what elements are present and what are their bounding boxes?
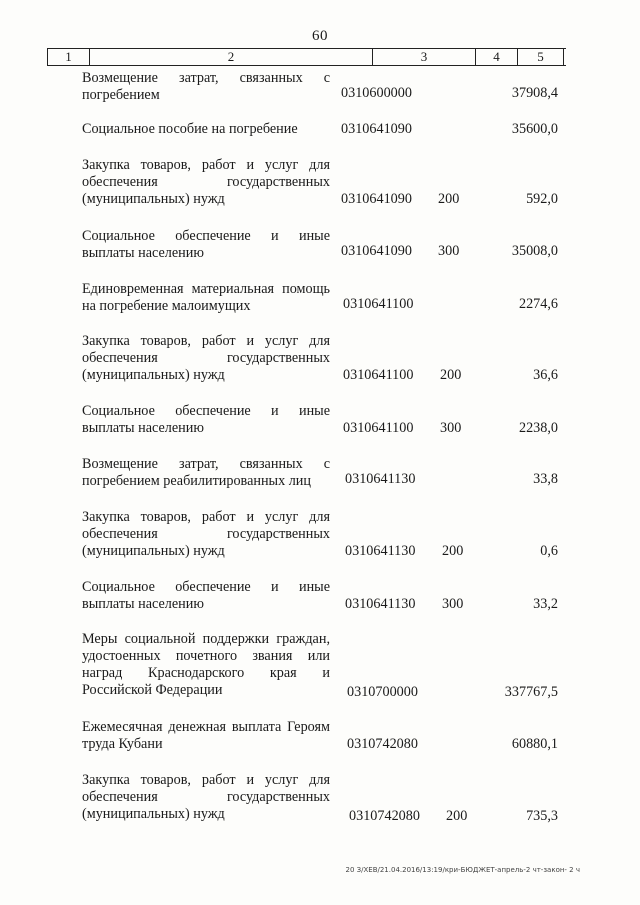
row-name: Социальное пособие на погребение bbox=[82, 121, 298, 137]
row-vr: 200 bbox=[440, 367, 462, 383]
row-code: 0310641090 bbox=[341, 191, 412, 207]
row-code: 0310641130 bbox=[345, 596, 416, 612]
row-code: 0310641130 bbox=[345, 543, 416, 559]
column-header-5: 5 bbox=[518, 49, 564, 65]
footer-note: 20 З/ХЕВ/21.04.2016/13:19/кри-БЮДЖЕТ-апрель-2 чт-закон- 2 ч bbox=[345, 866, 580, 874]
row-amount: 37908,4 bbox=[511, 85, 558, 101]
row-amount: 35600,0 bbox=[511, 121, 558, 137]
column-header-1: 1 bbox=[48, 49, 90, 65]
row-name: Социальное обеспечение и иные выплаты населению bbox=[82, 403, 330, 436]
row-code: 0310641100 bbox=[343, 296, 414, 312]
row-amount: 592,0 bbox=[526, 191, 558, 207]
row-code: 0310600000 bbox=[341, 85, 412, 101]
row-name: Ежемесячная денежная выплата Героям труда Кубани bbox=[82, 719, 330, 752]
row-name: Социальное обеспечение и иные выплаты населению bbox=[82, 228, 330, 261]
column-header-2: 2 bbox=[90, 49, 373, 65]
row-name: Социальное обеспечение и иные выплаты населению bbox=[82, 579, 330, 612]
row-code: 0310641100 bbox=[343, 367, 414, 383]
row-vr: 300 bbox=[438, 243, 460, 259]
row-name: Возмещение затрат, связанных с погребением bbox=[82, 70, 330, 103]
row-amount: 60880,1 bbox=[511, 736, 558, 752]
row-name: Меры социальной поддержки граждан, удостоенных почетного звания или наград Краснодарского края и Российской Федерации bbox=[82, 631, 330, 698]
row-code: 0310641100 bbox=[343, 420, 414, 436]
row-amount: 2274,6 bbox=[518, 296, 558, 312]
row-name: Единовременная материальная помощь на погребение малоимущих bbox=[82, 281, 330, 314]
row-amount: 36,6 bbox=[533, 367, 558, 383]
row-code: 0310742080 bbox=[347, 736, 418, 752]
row-amount: 33,8 bbox=[533, 471, 558, 487]
row-code: 0310641090 bbox=[341, 121, 412, 137]
row-amount: 735,3 bbox=[526, 808, 558, 824]
column-header-3: 3 bbox=[373, 49, 476, 65]
row-code: 0310641090 bbox=[341, 243, 412, 259]
row-code: 0310641130 bbox=[345, 471, 416, 487]
column-header-4: 4 bbox=[476, 49, 518, 65]
row-name: Закупка товаров, работ и услуг для обеспечения государственных (муниципальных) нужд bbox=[82, 157, 330, 207]
row-code: 0310742080 bbox=[349, 808, 420, 824]
row-name: Закупка товаров, работ и услуг для обеспечения государственных (муниципальных) нужд bbox=[82, 333, 330, 383]
row-name: Возмещение затрат, связанных с погребением реабилитированных лиц bbox=[82, 456, 330, 489]
row-vr: 200 bbox=[446, 808, 468, 824]
row-vr: 200 bbox=[442, 543, 464, 559]
row-amount: 337767,5 bbox=[504, 684, 558, 700]
row-amount: 33,2 bbox=[533, 596, 558, 612]
row-vr: 200 bbox=[438, 191, 460, 207]
page-number: 60 bbox=[312, 28, 328, 44]
row-vr: 300 bbox=[442, 596, 464, 612]
row-amount: 2238,0 bbox=[518, 420, 558, 436]
row-name: Закупка товаров, работ и услуг для обеспечения государственных (муниципальных) нужд bbox=[82, 772, 330, 822]
row-amount: 35008,0 bbox=[511, 243, 558, 259]
row-vr: 300 bbox=[440, 420, 462, 436]
row-name: Закупка товаров, работ и услуг для обеспечения государственных (муниципальных) нужд bbox=[82, 509, 330, 559]
row-amount: 0,6 bbox=[540, 543, 558, 559]
row-code: 0310700000 bbox=[347, 684, 418, 700]
table-header bbox=[47, 48, 566, 66]
